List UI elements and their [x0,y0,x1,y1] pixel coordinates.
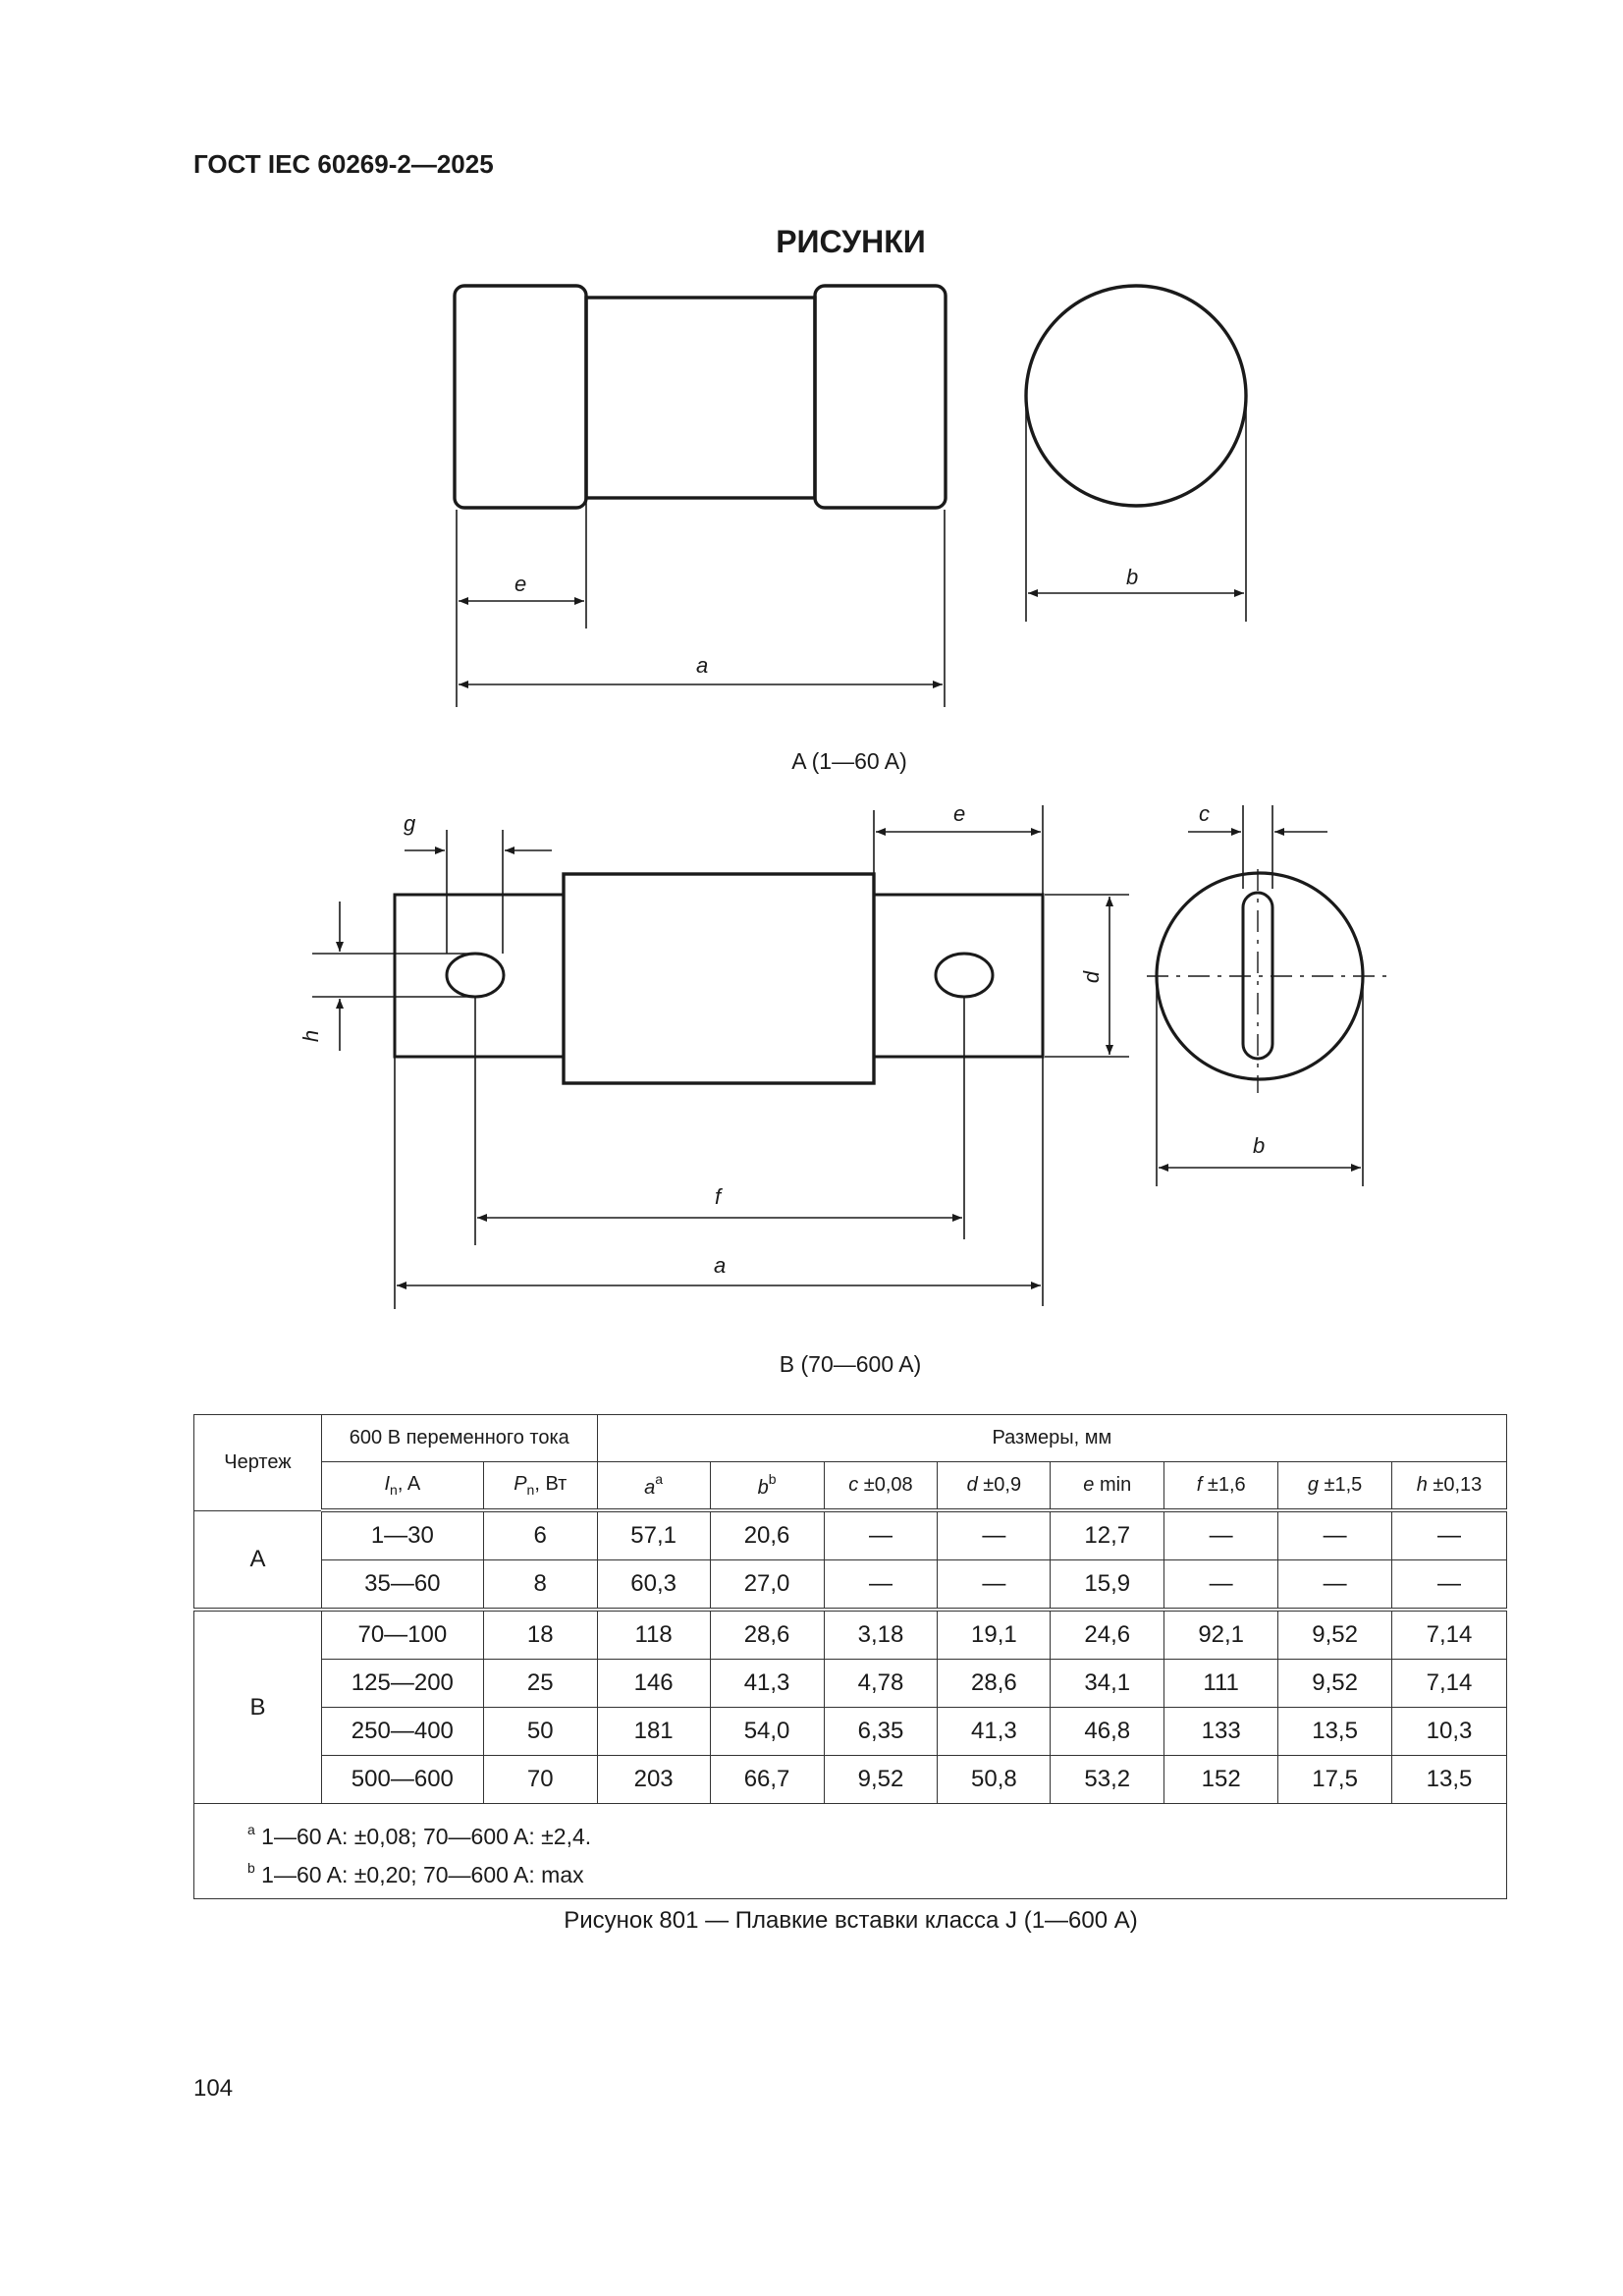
figure-b-label: B (70—600 A) [779,1351,922,1377]
header-f: f ±1,6 [1164,1462,1278,1511]
table-cell: 125—200 [321,1660,483,1708]
table-cell: 9,52 [824,1756,938,1804]
table-cell: 46,8 [1051,1708,1164,1756]
figure-a-dimension-lines [457,396,1246,707]
table-cell: 13,5 [1392,1756,1507,1804]
table-cell: 250—400 [321,1708,483,1756]
table-cell: 203 [597,1756,710,1804]
dim-label-f: f [715,1184,722,1209]
header-sizes: Размеры, мм [597,1415,1506,1462]
table-cell: 92,1 [1164,1610,1278,1660]
section-title: РИСУНКИ [776,224,926,259]
dimensions-table [193,1414,1507,1899]
table-cell: — [1164,1560,1278,1611]
dim-label-e: e [953,801,966,826]
table-cell: 181 [597,1708,710,1756]
figure-a-end-view [1026,286,1246,506]
table-cell: 6 [483,1510,597,1560]
dim-label-a: a [696,653,709,678]
table-cell: 1—30 [321,1510,483,1560]
group-cell: B [194,1610,322,1804]
table-cell: 3,18 [824,1610,938,1660]
table-cell: 7,14 [1392,1660,1507,1708]
table-cell: 6,35 [824,1708,938,1756]
dim-label-a: a [714,1253,727,1278]
table-cell: 19,1 [938,1610,1051,1660]
table-cell: 17,5 [1278,1756,1392,1804]
table-cell: — [1164,1510,1278,1560]
header-c: c ±0,08 [824,1462,938,1511]
figure-a-label: A (1—60 A) [791,748,907,774]
table-cell: 24,6 [1051,1610,1164,1660]
dim-label-d: d [1079,970,1105,984]
table-cell: 146 [597,1660,710,1708]
table-cell: 8 [483,1560,597,1611]
header-e: e min [1051,1462,1164,1511]
table-cell: — [824,1510,938,1560]
table-cell: 18 [483,1610,597,1660]
header-b: $b^b$ [710,1462,824,1511]
header-rated-current: $I_n$, A [321,1462,483,1511]
figure-b-end-view [1147,869,1389,1093]
header-h: h ±0,13 [1392,1462,1507,1511]
table-cell: 41,3 [710,1660,824,1708]
table-cell: 57,1 [597,1510,710,1560]
table-cell: 500—600 [321,1756,483,1804]
table-cell: 60,3 [597,1560,710,1611]
table-cell: — [938,1560,1051,1611]
figure-caption: Рисунок 801 — Плавкие вставки класса J (1—600 А) [564,1907,1138,1934]
header-drawing: Чертеж [194,1415,322,1511]
table-cell: 13,5 [1278,1708,1392,1756]
table-footnotes [194,1804,1507,1899]
table-cell: 9,52 [1278,1660,1392,1708]
table-cell: — [824,1560,938,1611]
table-cell: 9,52 [1278,1610,1392,1660]
table-cell: — [938,1510,1051,1560]
table-cell: 50,8 [938,1756,1051,1804]
table-cell: 28,6 [938,1660,1051,1708]
table-cell: 25 [483,1660,597,1708]
table-cell: 7,14 [1392,1610,1507,1660]
table-cell: 34,1 [1051,1660,1164,1708]
table-cell: 111 [1164,1660,1278,1708]
table-cell: — [1392,1560,1507,1611]
table-cell: 133 [1164,1708,1278,1756]
table-cell: 66,7 [710,1756,824,1804]
table-cell: 50 [483,1708,597,1756]
table-cell: 54,0 [710,1708,824,1756]
table-row [194,1610,1507,1660]
table-row [194,1756,1507,1804]
table-cell: 12,7 [1051,1510,1164,1560]
table-cell: 20,6 [710,1510,824,1560]
table-row [194,1560,1507,1611]
table-cell: — [1278,1510,1392,1560]
header-g: g ±1,5 [1278,1462,1392,1511]
table-cell: 118 [597,1610,710,1660]
header-d: d ±0,9 [938,1462,1051,1511]
footnote-a: $^a$ 1—60 A: ±0,08; 70—600 A: ±2,4. [247,1822,592,1849]
table-row [194,1660,1507,1708]
dim-label-g: g [404,811,416,836]
dim-label-h: h [298,1029,324,1043]
table-cell: 10,3 [1392,1708,1507,1756]
dim-label-b: b [1253,1133,1266,1158]
dim-label-e: e [514,572,527,596]
document-header: ГОСТ IEC 60269-2—2025 [193,149,494,179]
table-cell: — [1278,1560,1392,1611]
table-row [194,1708,1507,1756]
table-cell: 35—60 [321,1560,483,1611]
header-a: $a^a$ [597,1462,710,1511]
header-power: $P_n$, Вт [483,1462,597,1511]
dim-label-c: c [1199,801,1210,826]
footnote-b: $^b$ 1—60 A: ±0,20; 70—600 A: max [247,1860,584,1887]
table-cell: 4,78 [824,1660,938,1708]
table-row [194,1510,1507,1560]
dim-label-b: b [1126,565,1139,589]
header-ac-voltage: 600 В переменного тока [321,1415,597,1462]
table-cell: — [1392,1510,1507,1560]
figure-b-side-view [395,874,1043,1083]
table-cell: 15,9 [1051,1560,1164,1611]
table-cell: 152 [1164,1756,1278,1804]
page-number: 104 [193,2075,234,2102]
figure-a-side-view [455,286,946,508]
table-cell: 41,3 [938,1708,1051,1756]
table-cell: 27,0 [710,1560,824,1611]
table-cell: 70 [483,1756,597,1804]
table-cell: 53,2 [1051,1756,1164,1804]
table-cell: 28,6 [710,1610,824,1660]
table-cell: 70—100 [321,1610,483,1660]
group-cell: A [194,1510,322,1610]
